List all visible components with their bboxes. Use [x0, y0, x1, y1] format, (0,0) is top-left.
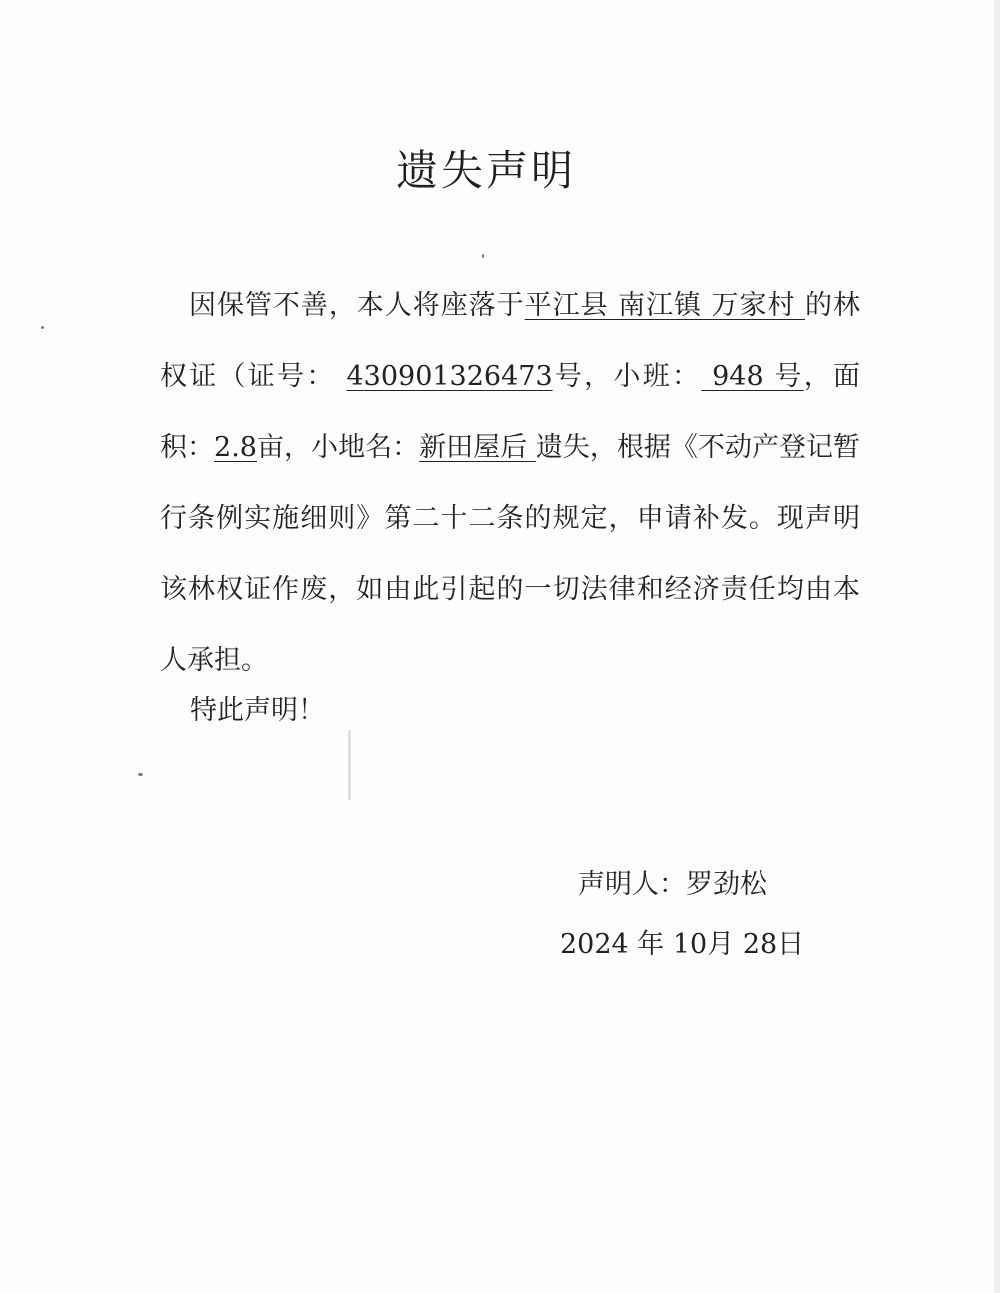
paragraph-text-2: 的林权证（证号：	[160, 290, 861, 392]
signer-name: 罗劲松	[686, 869, 767, 900]
place-name-field: 新田屋后	[419, 432, 536, 463]
scan-mark	[348, 730, 351, 800]
scan-edge	[994, 0, 1000, 1293]
sub-class-field: 948 号	[701, 361, 804, 392]
document-title: 遗失声明	[395, 146, 576, 195]
signer-label: 声明人：	[578, 869, 686, 900]
scan-speck	[138, 773, 143, 776]
paragraph-text-5: 亩，小地名：	[257, 432, 420, 463]
declaration-paragraph	[160, 270, 860, 696]
paragraph-text-3: 号，小班：	[552, 361, 702, 392]
paragraph-text-1: 因保管不善，本人将座落于	[188, 290, 525, 321]
area-field: 2.8	[214, 432, 257, 463]
signer-line	[578, 862, 767, 901]
scan-speck	[482, 254, 484, 258]
paragraph-text-6: 遗失，根据《不动产登记暂行条例实施细则》第二十二条的规定，申请补发。现声明该林权证作废，如由此引起的一切法律和经济责任均由本人承担。	[160, 432, 861, 676]
certificate-number-field: 430901326473	[346, 361, 553, 392]
declaration-date: 2024 年 10月 28日	[560, 929, 805, 960]
paragraph-text-4: ，面积：	[160, 361, 861, 463]
closing-statement: 特此声明！	[190, 695, 325, 726]
location-field: 平江县 南江镇 万家村	[524, 290, 806, 321]
scan-speck	[41, 326, 44, 329]
